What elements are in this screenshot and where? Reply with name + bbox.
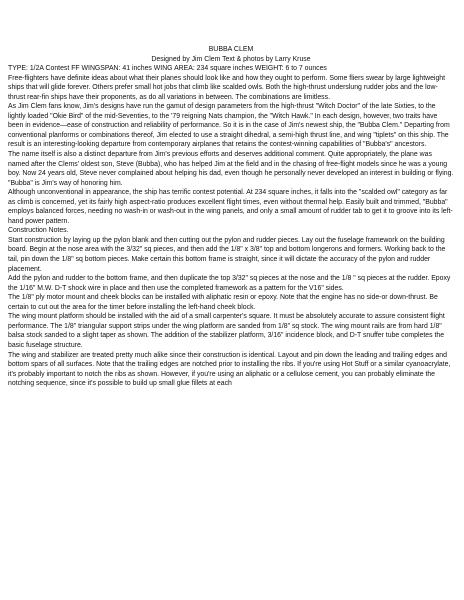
paragraph: The wing and stabilizer are treated pretty much alike since their construction is identical. Layout and pin down the leading and trailing edges and bottom spars of all surfaces. Note that the trailing edges are notched prior to installing the ribs. If you're using Hot Stuff or a similar cyanoacrylate, it's probably important to notch the ribs as shown. However, if you're using an aliphatic or a cellulose cement, you can probably eliminate the notching sequence, since it's possible to build up small glue fillets at each [8,351,451,388]
paragraph: Add the pylon and rudder to the bottom frame, and then duplicate the top 3/32" sq pieces at the nose and the 1/8 " sq pieces at the rudder. Epoxy the 1/16" M.W. D-T shock wire in place and then use the completed framework as a pattern for the V16" sides. [8,275,451,292]
article-credit: Designed by Jim Clem Text & photos by Larry Kruse [151,55,311,63]
intro-section [8,64,454,226]
paragraph: Although unconventional in appearance, the ship has terrific contest potential. At 234 square inches, it falls into the "scalded owl" category as far as climb is concerned, yet its fairly high aspect-ratio produces excellent flight times, even without thermal help. Easily built and trimmed, "Bubba" employs balanced forces, needing no wash-in or wash-out in the wing panels, and only a small amount of rudder tab to get it to groove into its left-hand power pattern. [8,189,453,225]
paragraph: The name itself is also a distinct departure from Jim's previous efforts and deserves additional comment. Quite appropriately, the plane was named after the Clems' oldest son, Steve (Bubba), who has helped Jim at the field and in the chasing of free-flight models since he was a young boy. Now 24 years old, Steve never complained about helping his dad, even though he personally never developed an interest in building or flying. "Bubba" is Jim's way of honoring him. [8,151,454,187]
section-heading: Construction Notes. [8,227,69,235]
spec-line: TYPE: 1/2A Contest FF WINGSPAN: 41 inches WING AREA: 234 square inches WEIGHT: 6 to 7 ounces [8,65,327,73]
paragraph: Start construction by laying up the pylon blank and then cutting out the pylon and rudder pieces. Lay out the fuselage framework on the building board. Begin at the nose area with the 3/32" sq pieces, and then add the 1/8" x 3/8" top and bottom longerons and formers. Working back to the tail, pin down the 1/8" sq bottom pieces. Make certain this bottom frame is straight, since it will dictate the accuracy of the pylon and rudder placement. [8,236,446,273]
article-page [8,45,454,389]
construction-section [8,236,454,389]
paragraph: Free-flighters have definite ideas about what their planes should look like and how they ought to perform. Some fliers swear by large lightweight ships that will glide forever. Others prefer small hot jobs that climb like scalded owls. Both the high-thrust underslung rudder jobs and the low-thrust rear-fin ships have their proponents, as do all variations in between. The combinations are limitless. [8,74,446,101]
article-title: BUBBA CLEM [208,46,254,53]
paragraph: The 1/8" ply motor mount and cheek blocks can be installed with aliphatic resin or epoxy. Note that the engine has no side-or down-thrust. Be certain to cut out the area for the timer before installing the left-hand cheek block. [8,294,438,311]
paragraph: As Jim Clem fans know, Jim's designs have run the gamut of design parameters from the high-thrust "Witch Doctor" of the late Sixties, to the lightly loaded "Okie Bird" of the mid-Seventies, to the '79 reigning Nats champion, the "Witch Hawk." In each design, however, two traits have been in evidence—ease of construction and reliability of performance. So it is in the case of Jim's newest ship, the "Bubba Clem." Departing from conventional planforms or combinations thereof, Jim elected to use a straight dihedral, a semi-high thrust line, and wing "tiplets" on this ship. The result is an interesting-looking departure from contemporary airplanes that retains the contest-winning capabilities of "Bubba's" ancestors. [8,103,450,149]
paragraph: The wing mount platform should be installed with the aid of a small carpenter's square. It must be absolutely accurate to assure consistent flight performance. The 1/8" triangular support strips under the wing platform are sanded from 1/8" sq stock. The wing mount rails are from hard 1/8" balsa stock sanded to a slight taper as shown. The addition of the stabilizer platform, 3/16" incidence block, and D-T snuffer tube completes the basic fuselage structure. [8,313,445,349]
